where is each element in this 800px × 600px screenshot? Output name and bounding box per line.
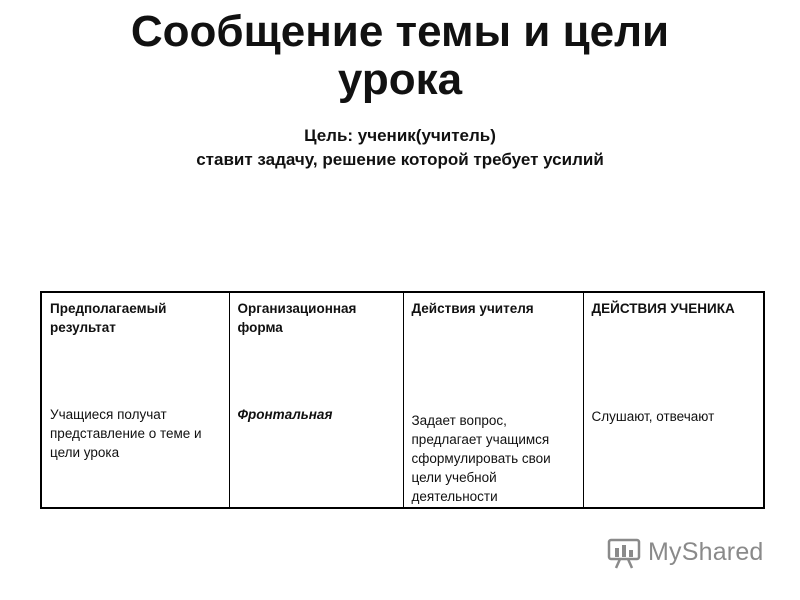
watermark-text: MyShared (648, 538, 764, 566)
myshared-watermark (606, 536, 766, 572)
table-cell-teacher (403, 292, 583, 508)
lesson-stage-table (40, 291, 765, 509)
slide-title-line-2: урока (337, 55, 463, 104)
cell-text-student: Слушают, отвечают (591, 409, 715, 424)
column-header-student: ДЕЙСТВИЯ УЧЕНИКА (591, 301, 735, 316)
table-cell-form (229, 292, 403, 508)
slide-title-line-1: Сообщение темы и цели (130, 7, 670, 56)
table-row (41, 292, 764, 508)
slide-title (0, 8, 800, 104)
subtitle-line-1: Цель: ученик(учитель) (304, 126, 496, 145)
slide-subtitle (0, 124, 800, 172)
column-header-result: Предполагаемый результат (50, 301, 167, 335)
subtitle-line-2: ставит задачу, решение которой требует усилий (196, 150, 604, 169)
table-cell-student (583, 292, 764, 508)
table-cell-result (41, 292, 229, 508)
myshared-logo-icon (606, 536, 644, 570)
cell-text-form: Фронтальная (237, 407, 333, 422)
cell-text-result: Учащиеся получат представление о теме и цели урока (50, 407, 202, 460)
column-header-form: Организационная форма (237, 301, 357, 335)
cell-text-teacher: Задает вопрос, предлагает учащимся сформулировать свои цели учебной деятельности (411, 413, 551, 504)
column-header-teacher: Действия учителя (411, 301, 534, 316)
